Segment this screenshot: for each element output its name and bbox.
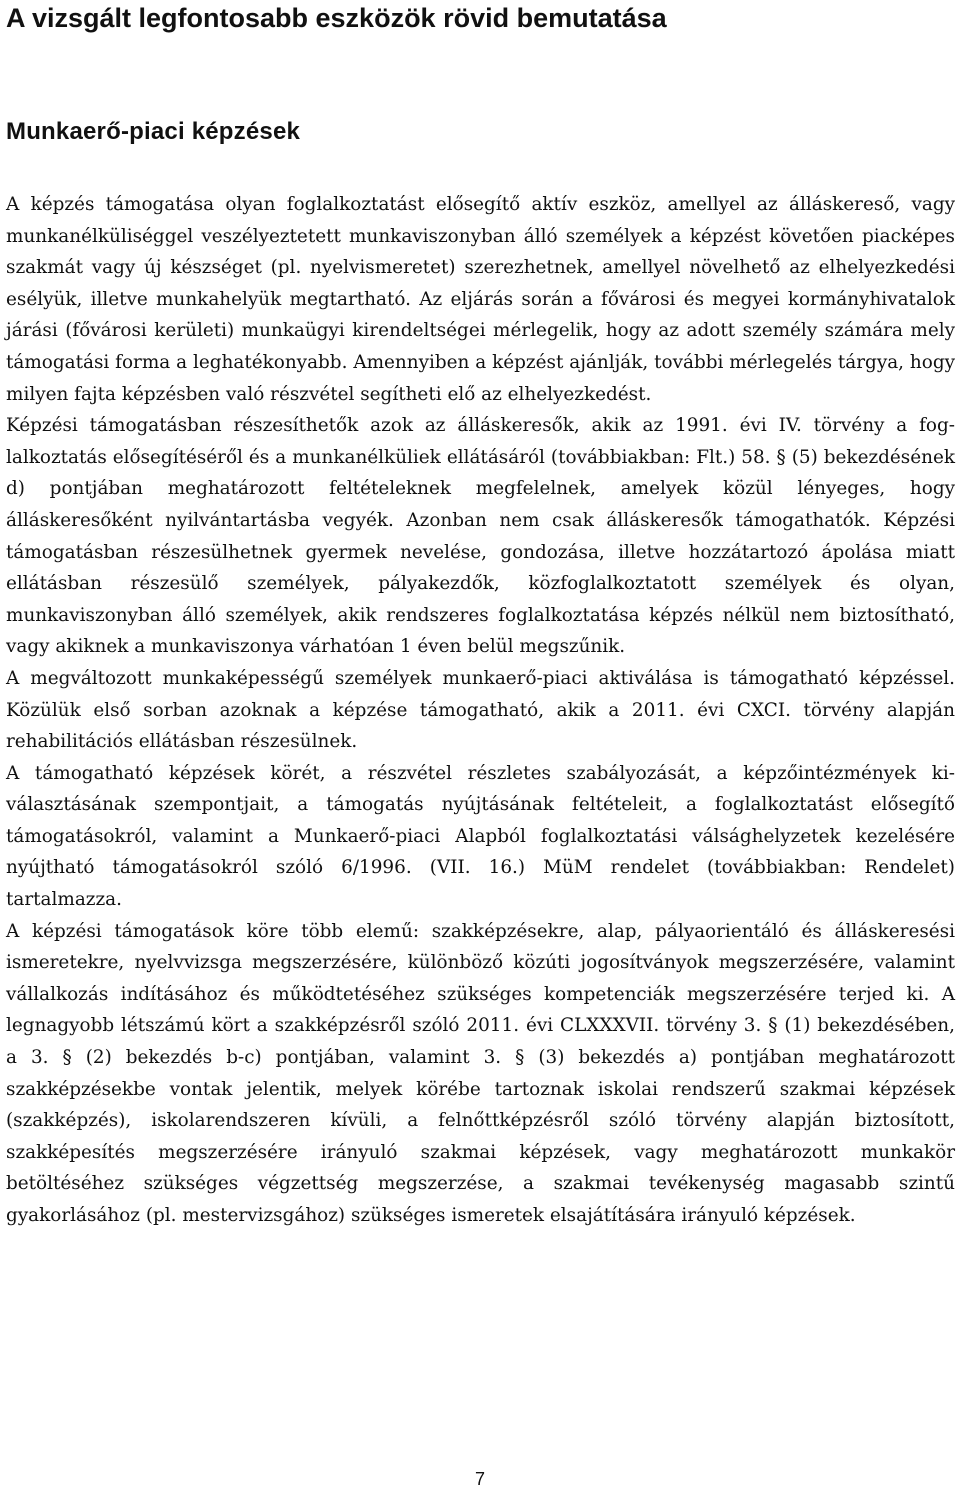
paragraph: A megváltozott munkaképességű személyek munkaerő-piaci aktiválása is támogatható képzéssel. Közülük első sorban azoknak a képzése támogatható, akik a 2011. évi CXCI. törvény alapján rehabilitációs ellátásban részesülnek. <box>6 667 955 753</box>
paragraph: A képzési támogatások köre több elemű: szakképzésekre, alap, pályaorientáló és álláskeresési ismeretekre, nyelvvizsga megszerzésére, különböző közúti jogosítványok megszerzésére, valamint vállalkozás indításához és működtetéséhez szükséges kompetenciák megszerzésére terjed ki. A legnagyobb létszámú kört a szakképzésről szóló 2011. évi CLXXXVII. törvény 3. § (1) bekezdésében, a 3. § (2) bekezdés b-c) pontjában, valamint 3. § (3) bekezdés a) pontjában meghatározott szakképzésekbe vontak jelentik, melyek körébe tartoznak iskolai rendszerű szakmai képzések (szakképzés), iskolarendszeren kívüli, a felnőttképzésről szóló törvény alapján biztosított, szakképesítés megszerzésére irányuló szakmai képzések, vagy meghatározott munkakör betöltéséhez szükséges végzettség megszerzése, a szakmai tevékenység magasabb szintű gyakorlásához (pl. mestervizsgához) szükséges ismeretek elsajátítására irányuló képzések. <box>6 920 955 1226</box>
page-title: A vizsgált legfontosabb eszközök rövid bemutatása <box>6 3 667 33</box>
paragraph: Képzési támogatásban részesíthetők azok az álláskeresők, akik az 1991. évi IV. törvény a foglalkoztatás elősegítéséről és a munkanélküliek ellátásáról (továbbiakban: Flt.) 58. § (5) bekezdésének d) pontjában meghatározott feltételeknek megfelelnek, amelyek közül lényeges, hogy álláskeresőként nyilvántartásba vegyék. Azonban nem csak álláskeresők támogathatók. Képzési támogatásban részesülhetnek gyermek nevelése, gondozása, illetve hozzátartozó ápolása miatt ellátásban részesülő személyek, pályakezdők, közfoglalkoztatott személyek és olyan, munkaviszonyban álló személyek, akik rendszeres foglalkoztatása képzés nélkül nem biztosítható, vagy akiknek a munkaviszonya várhatóan 1 éven belül megszűnik. <box>6 415 955 658</box>
section-heading: Munkaerő-piaci képzések <box>6 118 301 145</box>
paragraph: A képzés támogatása olyan foglalkoztatást elősegítő aktív eszköz, amellyel az álláskereső, vagy munkanélküliséggel veszélyeztetett munkaviszonyban álló személyek a képzést követően piacképes szakmát vagy új készséget (pl. nyelvismeretet) szerezhetnek, amellyel növelhető az elhelyezkedési esélyük, illetve munkahelyük megtartható. Az eljárás során a fővárosi és megyei kormányhivatalok járási (fővárosi kerületi) munkaügyi kirendeltségei mérlegelik, hogy az adott személy számára mely támogatási forma a leghatékonyabb. Amennyiben a képzést ajánlják, további mérlegelés tárgya, hogy milyen fajta képzésben való részvétel segítheti elő az elhelyezkedést. <box>6 194 955 405</box>
page-number: 7 <box>474 1469 485 1489</box>
paragraph: A támogatható képzések körét, a részvétel részletes szabályozását, a képzőintézmények kiválasztásának szempontjait, a támogatás nyújtásának feltételeit, a foglalkoztatást elősegítő támogatásokról, valamint a Munkaerő-piaci Alapból foglalkoztatási válsághelyzetek kezelésére nyújtható támogatásokról szóló 6/1996. (VII. 16.) MüM rendelet (továbbiakban: Rendelet) tartalmazza. <box>6 762 955 911</box>
body-text <box>6 189 955 1232</box>
